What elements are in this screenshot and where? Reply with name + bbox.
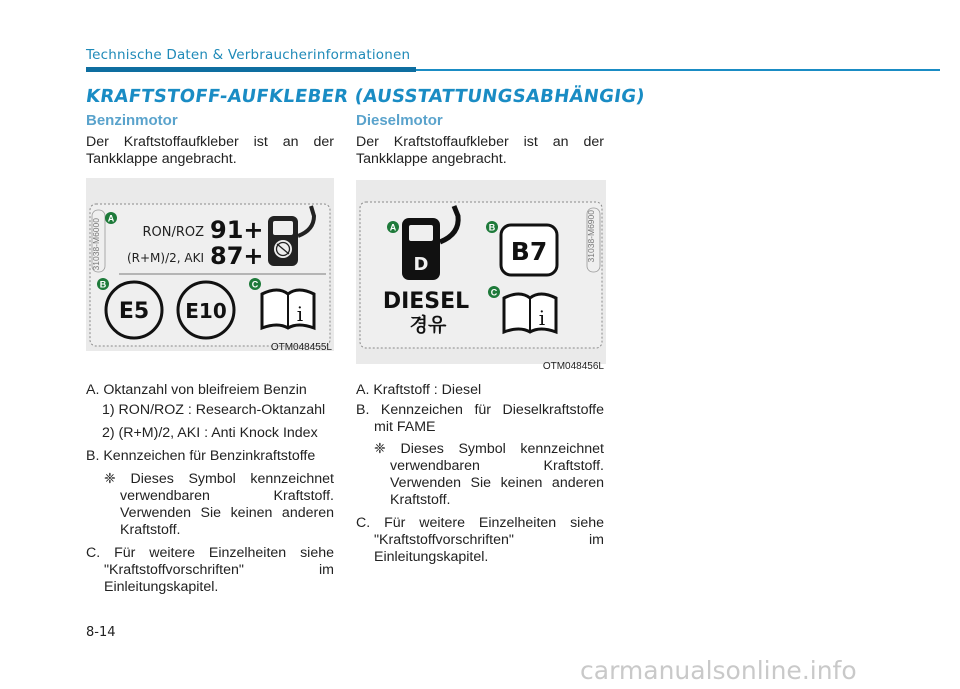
list-item-a: A. Kraftstoff : Diesel <box>356 382 482 398</box>
svg-text:B7: B7 <box>510 237 548 266</box>
svg-text:C: C <box>251 279 259 290</box>
svg-text:A: A <box>389 222 397 233</box>
figure-code: OTM048455L <box>270 342 332 353</box>
list-item-c: C. Für weitere Einzelheiten siehe "Kraftstoffvorschriften" im Einleitungskapitel. <box>356 515 604 565</box>
diesel-kr-label: 경유 <box>409 314 447 336</box>
list-item-b-note <box>356 441 604 509</box>
svg-text:A: A <box>107 213 115 224</box>
section-header: Technische Daten & Verbraucherinformationen <box>86 47 411 63</box>
page-number: 8-14 <box>86 625 116 640</box>
right-legend-list <box>356 382 604 566</box>
svg-text:B: B <box>488 222 496 233</box>
petrol-sticker-figure <box>86 178 334 351</box>
list-item-b: B. Kennzeichen für Benzinkraftstoffe <box>86 448 316 464</box>
note-text: Dieses Symbol kennzeichnet verwendbaren Kraftstoff. Verwenden Sie keinen anderen Kraftstoff. <box>390 441 604 508</box>
list-item-b: B. Kennzeichen für Dieselkraftstoffe mit FAME <box>356 402 604 435</box>
figure-code: OTM048456L <box>542 361 604 372</box>
header-rule-dark <box>86 67 416 72</box>
note-symbol: ❈ <box>104 471 116 487</box>
header-rule-light <box>416 69 940 71</box>
svg-text:D: D <box>413 254 429 275</box>
left-legend-list <box>86 382 334 596</box>
diesel-sticker-figure <box>356 180 606 372</box>
svg-text:i: i <box>538 306 546 330</box>
page-title: KRAFTSTOFF-AUFKLEBER (AUSSTATTUNGSABHÄNGIG) <box>84 86 647 107</box>
value-ron: 91+ <box>210 216 264 244</box>
label-ron: RON/ROZ <box>142 225 204 240</box>
list-item-a: A. Oktanzahl von bleifreiem Benzin <box>86 382 307 398</box>
svg-text:E10: E10 <box>185 299 227 323</box>
diesel-label: DIESEL <box>382 289 470 314</box>
diesel-sticker-illustration <box>356 180 606 364</box>
sticker-code: 31038-M6000 <box>91 218 101 271</box>
left-heading: Benzinmotor <box>86 112 178 129</box>
petrol-sticker-illustration <box>86 178 334 351</box>
right-intro: Der Kraftstoffaufkleber ist an der Tankklappe angebracht. <box>356 134 604 167</box>
list-item-b-note <box>86 471 334 539</box>
svg-text:B: B <box>99 279 107 290</box>
list-item-a1: 1) RON/ROZ : Research-Oktanzahl <box>102 402 326 418</box>
note-symbol: ❈ <box>374 441 386 457</box>
value-aki: 87+ <box>210 242 264 270</box>
watermark: carmanualsonline.info <box>580 656 857 685</box>
svg-text:i: i <box>296 302 304 326</box>
label-aki: (R+M)/2, AKI <box>126 251 204 265</box>
note-text: Dieses Symbol kennzeichnet verwendbaren Kraftstoff. Verwenden Sie keinen anderen Kraftstoff. <box>120 471 334 538</box>
manual-book-icon <box>504 294 556 332</box>
left-intro: Der Kraftstoffaufkleber ist an der Tankklappe angebracht. <box>86 134 334 167</box>
list-item-a2: 2) (R+M)/2, AKI : Anti Knock Index <box>102 425 318 441</box>
sticker-code: 31038-M6900 <box>586 210 596 263</box>
manual-book-icon <box>262 290 314 328</box>
svg-text:E5: E5 <box>118 299 150 324</box>
list-item-c: C. Für weitere Einzelheiten siehe "Kraftstoffvorschriften" im Einleitungskapitel. <box>86 545 334 595</box>
svg-text:C: C <box>490 287 498 298</box>
right-heading: Dieselmotor <box>356 112 443 129</box>
